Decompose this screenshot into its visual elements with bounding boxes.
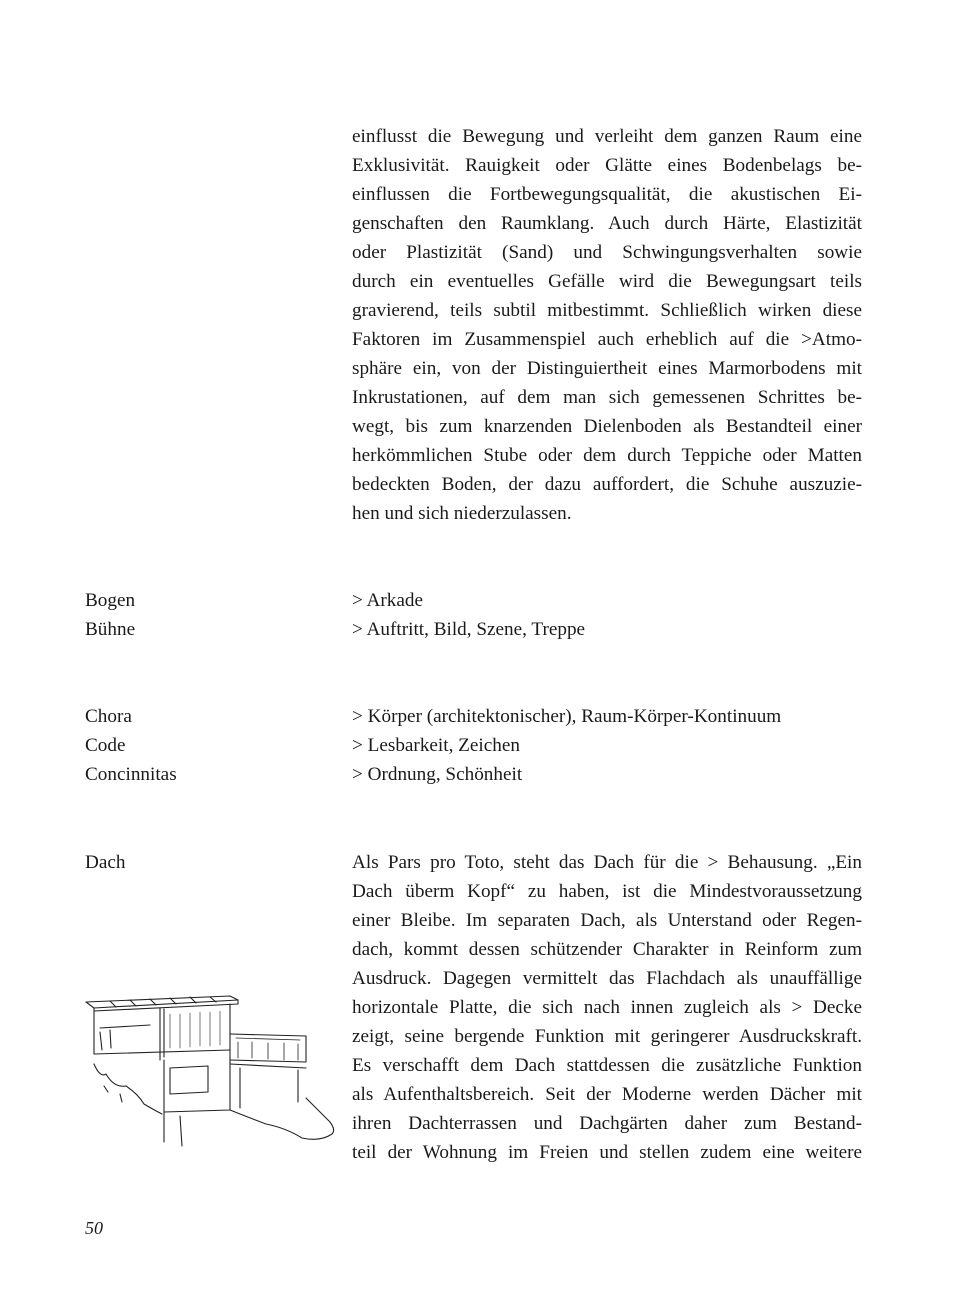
text-line: zeigt, seine bergende Funktion mit geringerer Ausdruckskraft. bbox=[352, 1026, 862, 1047]
text-line: sphäre ein, von der Distinguiertheit eines Marmorbodens mit bbox=[352, 358, 862, 379]
text-line: Exklusivität. Rauigkeit oder Glätte eines Bodenbelags be- bbox=[352, 155, 862, 176]
upper-railing bbox=[100, 1025, 150, 1050]
terrain-marks bbox=[104, 1086, 122, 1102]
entry-ref-buehne: > Auftritt, Bild, Szene, Treppe bbox=[352, 619, 586, 640]
text-line: einflussen die Fortbewegungsqualität, die akustischen Ei- bbox=[352, 184, 862, 205]
page-number: 50 bbox=[85, 1218, 103, 1238]
entry-ref-concinnitas: > Ordnung, Schönheit bbox=[352, 764, 523, 785]
text-line: Inkrustationen, auf dem man sich gemessenen Schrittes be- bbox=[352, 387, 862, 408]
entry-term-bogen: Bogen bbox=[85, 590, 136, 611]
text-line: dach, kommt dessen schützender Charakter in Reinform zum bbox=[352, 939, 862, 960]
text-line: einer Bleibe. Im separaten Dach, als Unterstand oder Regen- bbox=[352, 910, 862, 931]
text-line: teil der Wohnung im Freien und stellen zudem eine weitere bbox=[352, 1142, 862, 1163]
text-line: herkömmlichen Stube oder dem durch Teppiche oder Matten bbox=[352, 445, 862, 466]
text-line: genschaften den Raumklang. Auch durch Härte, Elastizität bbox=[352, 213, 862, 234]
terrain-left bbox=[94, 1064, 162, 1114]
intro-paragraph bbox=[352, 122, 862, 528]
entry-term-dach: Dach bbox=[85, 852, 126, 873]
text-line: Es verschafft dem Dach stattdessen die zusätzliche Funktion bbox=[352, 1055, 862, 1076]
entry-term-concinnitas: Concinnitas bbox=[85, 764, 177, 785]
entry-ref-code: > Lesbarkeit, Zeichen bbox=[352, 735, 520, 756]
entry-term-chora: Chora bbox=[85, 706, 132, 727]
terrain-right bbox=[230, 1110, 332, 1139]
right-railing bbox=[236, 1038, 300, 1060]
entry-ref-chora: > Körper (architektonischer), Raum-Körper-Kontinuum bbox=[352, 706, 782, 727]
dach-paragraph bbox=[352, 848, 862, 1167]
text-line: Als Pars pro Toto, steht das Dach für die > Behausung. „Ein bbox=[352, 852, 862, 873]
text-line: Faktoren im Zusammenspiel auch erheblich auf die >Atmo- bbox=[352, 329, 862, 350]
text-line: ihren Dachterrassen und Dachgärten daher zum Bestand- bbox=[352, 1113, 862, 1134]
entry-ref-bogen: > Arkade bbox=[352, 590, 424, 611]
text-line: Ausdruck. Dagegen vermittelt das Flachdach als unauffällige bbox=[352, 968, 862, 989]
text-line: Dach überm Kopf“ zu haben, ist die Mindestvoraussetzung bbox=[352, 881, 862, 902]
hatch-lines bbox=[170, 1011, 220, 1048]
text-line: gravierend, teils subtil mitbestimmt. Schließlich wirken diese bbox=[352, 300, 862, 321]
lower-window bbox=[170, 1066, 208, 1094]
text-line: durch ein eventuelles Gefälle wird die Bewegungsart teils bbox=[352, 271, 862, 292]
text-line: einflusst die Bewegung und verleiht dem ganzen Raum eine bbox=[352, 126, 862, 147]
text-line: bedeckten Boden, der dazu auffordert, die Schuhe auszuzie- bbox=[352, 474, 862, 495]
text-line: wegt, bis zum knarzenden Dielenboden als Bestandteil einer bbox=[352, 416, 862, 437]
entry-term-buehne: Bühne bbox=[85, 619, 136, 640]
text-line: oder Plastizität (Sand) und Schwingungsverhalten sowie bbox=[352, 242, 862, 263]
house-sketch-illustration bbox=[80, 992, 340, 1152]
entry-term-code: Code bbox=[85, 735, 126, 756]
lower-block bbox=[164, 1052, 230, 1112]
text-line: als Aufenthaltsbereich. Seit der Moderne werden Dächer mit bbox=[352, 1084, 862, 1105]
upper-floor-line bbox=[94, 1050, 230, 1054]
text-line: hen und sich niederzulassen. bbox=[352, 503, 572, 524]
right-lower-volume bbox=[230, 1064, 306, 1108]
text-line: horizontale Platte, die sich nach innen zugleich als > Decke bbox=[352, 997, 862, 1018]
